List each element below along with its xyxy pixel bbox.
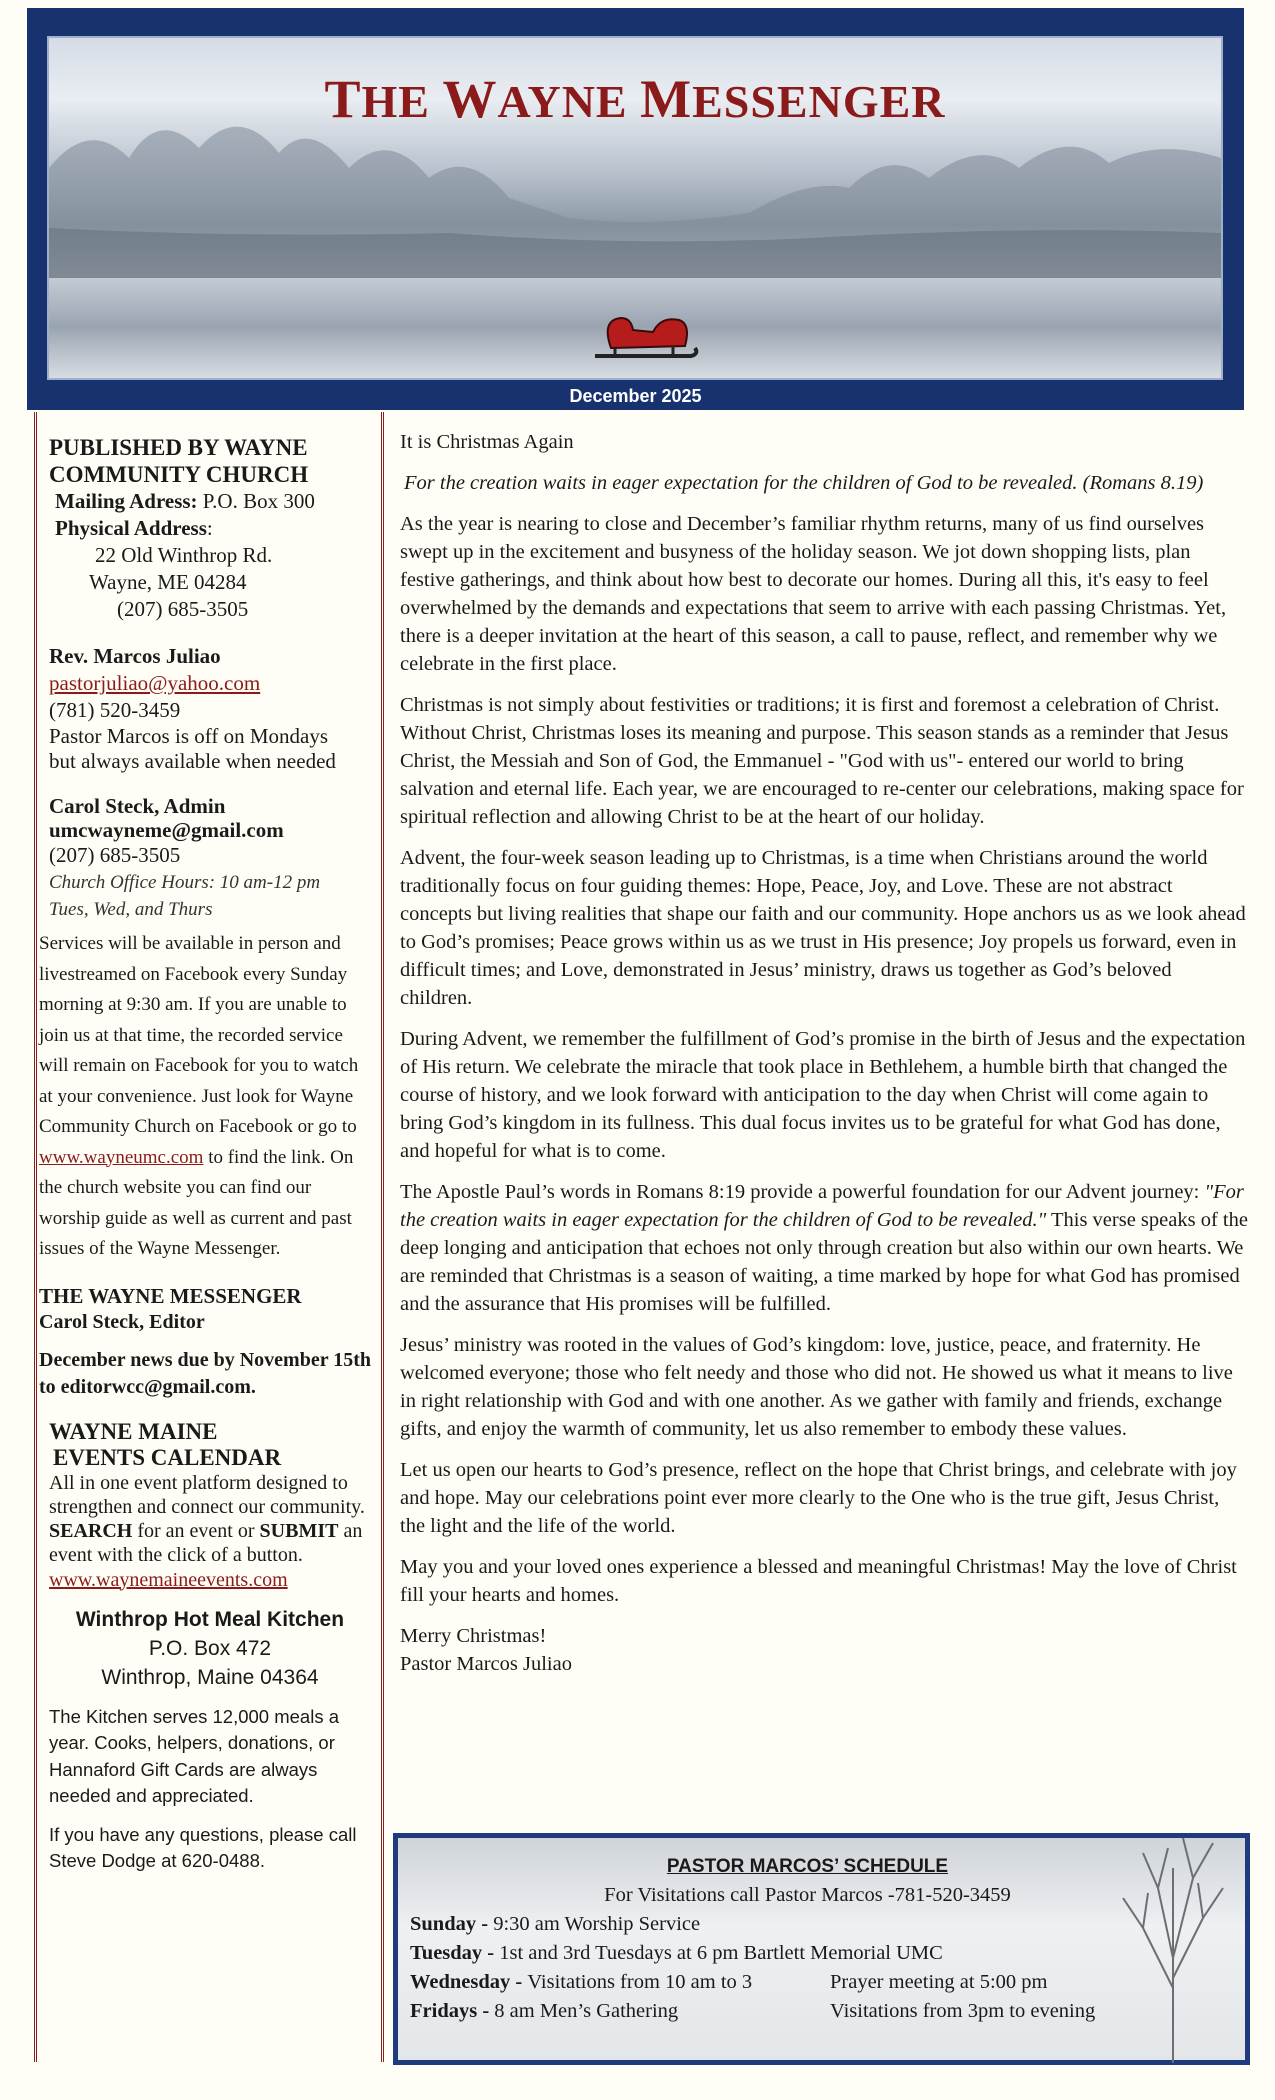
news-deadline: December news due by November 15th to editorwcc@gmail.com. [39, 1348, 372, 1398]
scripture-verse: For the creation waits in eager expectation for the children of God to be revealed. (Romans 8.19) [404, 472, 1204, 494]
events-link[interactable]: www.waynemaineevents.com [49, 1568, 288, 1591]
pastor-letter [400, 428, 1248, 1678]
church-phone: (207) 685-3505 [117, 597, 249, 621]
physical-address-label: Physical Address: [55, 516, 213, 540]
snowy-trees-graphic [49, 108, 1221, 278]
schedule-subtitle: For Visitations call Pastor Marcos -781-520-3459 [604, 1884, 1011, 1906]
article-title: It is Christmas Again [400, 431, 574, 453]
pastor-email-link[interactable]: pastorjuliao@yahoo.com [49, 671, 261, 695]
admin-phone: (207) 685-3505 [49, 843, 181, 867]
paragraph: May you and your loved ones experience a blessed and meaningful Christmas! May the love of Christ fill your hearts and homes. [400, 1556, 1237, 1606]
signature: Pastor Marcos Juliao [400, 1653, 572, 1675]
closing: Merry Christmas! [400, 1625, 547, 1647]
events-heading: WAYNE MAINE EVENTS CALENDAR [49, 1418, 282, 1470]
masthead [27, 8, 1244, 410]
pastor-note: Pastor Marcos is off on Mondays but always available when needed [49, 724, 336, 773]
paragraph: As the year is nearing to close and December’s familiar rhythm returns, many of us find ourselves swept up in the excitement and busyness of the holiday season. We jot down shopping lists, plan festive gatherings, and think about how best to decorate our homes. During all this, it's easy to feel overwhelmed by the demands and expectations that seem to arrive with each passing Christmas. Yet, there is a deeper invitation at the heart of this season, a call to pause, reflect, and remember why we celebrate in the first place. [400, 513, 1227, 675]
paragraph: Let us open our hearts to God’s presence, reflect on the hope that Christ brings, and celebrate with joy and hope. May our celebrations point ever more clearly to the One who is the true gift, Jesus Christ, the light and the life of the world. [400, 1459, 1237, 1537]
paragraph: Advent, the four-week season leading up to Christmas, is a time when Christians around the world traditionally focus on four guiding themes: Hope, Peace, Joy, and Love. These are not abstract concepts but living realities that shape our faith and our community. Hope anchors us as we look ahead to God’s promises; Peace grows within us as we trust in His presence; Joy propels us forward, even in difficult times; and Love, demonstrated in Jesus’ ministry, draws us together as God’s beloved children. [400, 847, 1246, 1009]
pastor-phone: (781) 520-3459 [49, 698, 181, 722]
messenger-heading: THE WAYNE MESSENGER Carol Steck, Editor [39, 1283, 302, 1333]
schedule-sunday: Sunday - 9:30 am Worship Service [410, 1913, 701, 1935]
paragraph: Jesus’ ministry was rooted in the values of God’s kingdom: love, justice, peace, and fraternity. He welcomed everyone; those who felt needy and those who did not. He showed us what it means to live in right relationship with God and with one another. As we gather with family and friends, exchange gifts, and enjoy the warmth of community, let us also remember to embody these values. [400, 1334, 1233, 1440]
street-address: 22 Old Winthrop Rd. [95, 543, 273, 567]
office-hours: Church Office Hours: 10 am-12 pm Tues, Wed, and Thurs [49, 872, 321, 920]
schedule-friday: Fridays - 8 am Men’s Gathering Visitations from 3pm to evening [410, 2000, 1096, 2022]
issue-date: December 2025 [569, 386, 702, 406]
schedule-title: PASTOR MARCOS’ SCHEDULE [666, 1856, 949, 1877]
services-info: Services will be available in person and livestreamed on Facebook every Sunday morning at 9:30 am. If you are unable to join us at that time, the recorded service will remain on Facebook for you to watch at your convenience. Just look for Wayne Community Church on Facebook or go to www.wayneumc.com to find the link. On the church website you can find our worship guide as well as current and past issues of the Wayne Messenger. [39, 933, 359, 1259]
pastor-schedule [393, 1833, 1250, 2065]
website-link[interactable]: www.wayneumc.com [39, 1146, 204, 1168]
newsletter-title: THE WAYNE MESSENGER [324, 69, 946, 129]
paragraph: During Advent, we remember the fulfillment of God’s promise in the birth of Jesus and the expectation of His return. We celebrate the miracle that took place in Bethlehem, a humble birth that changed the course of history, and we look forward with anticipation to the day when Christ will come again to bring God’s kingdom in its fullness. This dual focus invites us to be grateful for what God has done, and hopeful for what is to come. [400, 1028, 1246, 1162]
kitchen-text: The Kitchen serves 12,000 meals a year. Cooks, helpers, donations, or Hannaford Gift Cards are always needed and appreciated. [49, 1705, 339, 1806]
sleigh-icon [591, 310, 701, 368]
kitchen-contact: If you have any questions, please call Steve Dodge at 620-0488. [49, 1823, 357, 1871]
sidebar [34, 412, 384, 2062]
admin-email: umcwayneme@gmail.com [49, 818, 284, 842]
publisher-heading: PUBLISHED BY WAYNE COMMUNITY CHURCH [49, 435, 309, 487]
city-address: Wayne, ME 04284 [89, 570, 247, 594]
schedule-tuesday: Tuesday - 1st and 3rd Tuesdays at 6 pm Bartlett Memorial UMC [410, 1942, 943, 1964]
events-description: All in one event platform designed to strengthen and connect our community. SEARCH for an event or SUBMIT an event with the click of a button. [49, 1471, 365, 1566]
paragraph: Christmas is not simply about festivities or traditions; it is first and foremost a celebration of Christ. Without Christ, Christmas loses its meaning and purpose. This season stands as a reminder that Jesus Christ, the Messiah and Son of God, the Emmanuel - "God with us"- entered our world to bring salvation and eternal life. Each year, we are encouraged to re-center our celebrations, making space for spiritual reflection and allowing Christ to be at the heart of our holiday. [400, 694, 1244, 828]
paragraph: The Apostle Paul’s words in Romans 8:19 provide a powerful foundation for our Advent journey: "For the creation waits in eager expectation for the children of God to be revealed." This verse speaks of the deep longing and anticipation that echoes not only through creation but also within our own hearts. We are reminded that Christmas is a season of waiting, a time marked by hope for what God has promised and the assurance that His promises will be fulfilled. [400, 1181, 1248, 1315]
schedule-wednesday: Wednesday - Visitations from 10 am to 3 Prayer meeting at 5:00 pm [410, 1971, 1048, 1993]
winter-lake-photo [47, 36, 1223, 380]
kitchen-info: Winthrop Hot Meal Kitchen P.O. Box 472 Winthrop, Maine 04364 [75, 1607, 345, 1689]
mailing-address: Mailing Adress: P.O. Box 300 [55, 489, 315, 513]
pastor-name: Rev. Marcos Juliao [49, 644, 221, 668]
admin-name: Carol Steck, Admin [49, 794, 226, 818]
